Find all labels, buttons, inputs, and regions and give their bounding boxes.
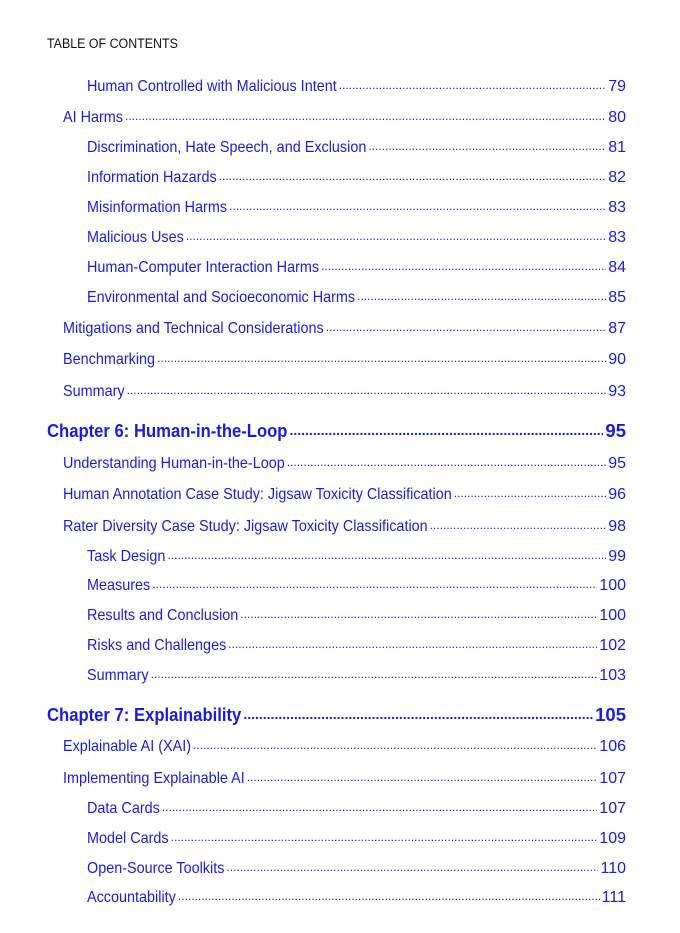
dot-leader [171, 827, 598, 843]
toc-page-number: 85 [608, 289, 626, 306]
toc-page-number: 111 [601, 889, 626, 906]
dot-leader [178, 886, 600, 902]
dot-leader [219, 166, 607, 182]
toc-entry-link[interactable] [87, 545, 626, 566]
toc-page-number: 107 [599, 800, 626, 817]
toc-entry-link[interactable] [87, 886, 626, 907]
dot-leader [186, 226, 606, 242]
toc-page-number: 106 [599, 738, 626, 755]
toc-page-number: 82 [608, 169, 626, 186]
toc-page-number: 102 [599, 637, 626, 654]
toc-page-number: 95 [605, 419, 626, 441]
toc-page-number: 95 [608, 455, 626, 472]
toc-page-number: 103 [599, 667, 626, 684]
toc-entry-label: Measures [87, 577, 151, 594]
toc-page-number: 79 [608, 78, 626, 95]
dot-leader [326, 317, 607, 333]
dot-leader [167, 545, 606, 561]
toc-page-number: 83 [608, 229, 626, 246]
toc-entry-label: Model Cards [87, 830, 169, 847]
toc-entry-link[interactable] [87, 857, 626, 878]
toc-page-number: 109 [599, 830, 626, 847]
dot-leader [454, 483, 606, 499]
dot-leader [240, 604, 597, 620]
dot-leader [226, 857, 598, 873]
toc-entry-label: Results and Conclusion [87, 607, 239, 624]
toc-entry-link[interactable] [63, 515, 626, 536]
toc-page-number: 83 [608, 199, 626, 216]
toc-entry-label: Task Design [87, 548, 166, 565]
toc-entry-link[interactable] [87, 797, 626, 818]
toc-entry-link[interactable] [87, 574, 626, 595]
toc-entry-label: Risks and Challenges [87, 637, 227, 654]
dot-leader [193, 735, 597, 751]
running-header: TABLE OF CONTENTS [47, 36, 178, 51]
toc-entry-label: AI Harms [63, 109, 124, 126]
toc-page-number: 96 [608, 486, 626, 503]
toc-page-number: 99 [608, 548, 626, 565]
dot-leader [430, 515, 607, 531]
toc-entry-label: Understanding Human-in-the-Loop [63, 455, 285, 472]
toc-entry-label: Chapter 7: Explainability [47, 703, 242, 725]
toc-chapter-link[interactable] [47, 702, 626, 726]
toc-entry-label: Open-Source Toolkits [87, 860, 225, 877]
toc-entry-label: Summary [63, 383, 125, 400]
toc-entry-link[interactable] [87, 136, 626, 157]
toc-page-number: 110 [600, 860, 626, 877]
dot-leader [287, 452, 606, 468]
toc-page-number: 98 [608, 518, 626, 535]
toc-page-number: 100 [599, 607, 626, 624]
toc-entry-label: Explainable AI (XAI) [63, 738, 192, 755]
toc-entry-label: Information Hazards [87, 169, 217, 186]
toc-page-number: 80 [608, 109, 626, 126]
toc-entry-link[interactable] [87, 604, 626, 625]
dot-leader [321, 256, 606, 272]
dot-leader [357, 286, 606, 302]
toc-page-number: 93 [608, 383, 626, 400]
toc-entry-link[interactable] [63, 767, 626, 788]
dot-leader [125, 106, 606, 122]
toc-entry-link[interactable] [63, 348, 626, 369]
toc-entry-link[interactable] [87, 196, 626, 217]
toc-entry-label: Chapter 6: Human-in-the-Loop [47, 419, 288, 441]
toc-entry-label: Environmental and Socioeconomic Harms [87, 289, 356, 306]
toc-entry-label: Discrimination, Hate Speech, and Exclusion [87, 139, 367, 156]
dot-leader [127, 380, 607, 396]
toc-entry-link[interactable] [63, 452, 626, 473]
toc-page-number: 81 [608, 139, 626, 156]
toc-entry-label: Rater Diversity Case Study: Jigsaw Toxicity Classification [63, 518, 428, 535]
toc-entry-label: Human Controlled with Malicious Intent [87, 78, 337, 95]
toc-page-number: 87 [608, 320, 626, 337]
toc-entry-label: Accountability [87, 889, 176, 906]
toc-entry-link[interactable] [87, 286, 626, 307]
dot-leader [247, 767, 598, 783]
toc-entry-label: Data Cards [87, 800, 160, 817]
toc-page-number: 107 [599, 770, 626, 787]
toc-entry-label: Human Annotation Case Study: Jigsaw Toxicity Classification [63, 486, 452, 503]
toc-entry-label: Mitigations and Technical Considerations [63, 320, 324, 337]
dot-leader [289, 418, 603, 437]
toc-entry-link[interactable] [87, 634, 626, 655]
dot-leader [339, 75, 606, 91]
toc-page-number: 100 [599, 577, 626, 594]
toc-page-number: 105 [595, 703, 626, 725]
toc-page-number: 84 [608, 259, 626, 276]
toc-entry-link[interactable] [63, 317, 626, 338]
dot-leader [243, 702, 593, 721]
dot-leader [152, 574, 597, 590]
toc-entry-link[interactable] [63, 380, 626, 401]
toc-page-number: 90 [608, 351, 626, 368]
toc-entry-link[interactable] [87, 75, 626, 96]
toc-entry-link[interactable] [63, 106, 626, 127]
toc-entry-label: Human-Computer Interaction Harms [87, 259, 320, 276]
toc-entry-link[interactable] [63, 735, 626, 756]
toc-entry-link[interactable] [63, 483, 626, 504]
toc-chapter-link[interactable] [47, 418, 626, 442]
toc-entry-link[interactable] [87, 664, 626, 685]
dot-leader [151, 664, 598, 680]
toc-entry-label: Benchmarking [63, 351, 156, 368]
toc-entry-label: Misinformation Harms [87, 199, 228, 216]
dot-leader [162, 797, 597, 813]
toc-entry-link[interactable] [87, 226, 626, 247]
dot-leader [229, 196, 606, 212]
toc-entry-label: Implementing Explainable AI [63, 770, 245, 787]
toc-entry-link[interactable] [87, 256, 626, 277]
dot-leader [157, 348, 606, 364]
toc-entry-link[interactable] [87, 166, 626, 187]
dot-leader [368, 136, 606, 152]
toc-entry-label: Malicious Uses [87, 229, 184, 246]
dot-leader [228, 634, 597, 650]
toc-entry-link[interactable] [87, 827, 626, 848]
toc-entry-label: Summary [87, 667, 149, 684]
